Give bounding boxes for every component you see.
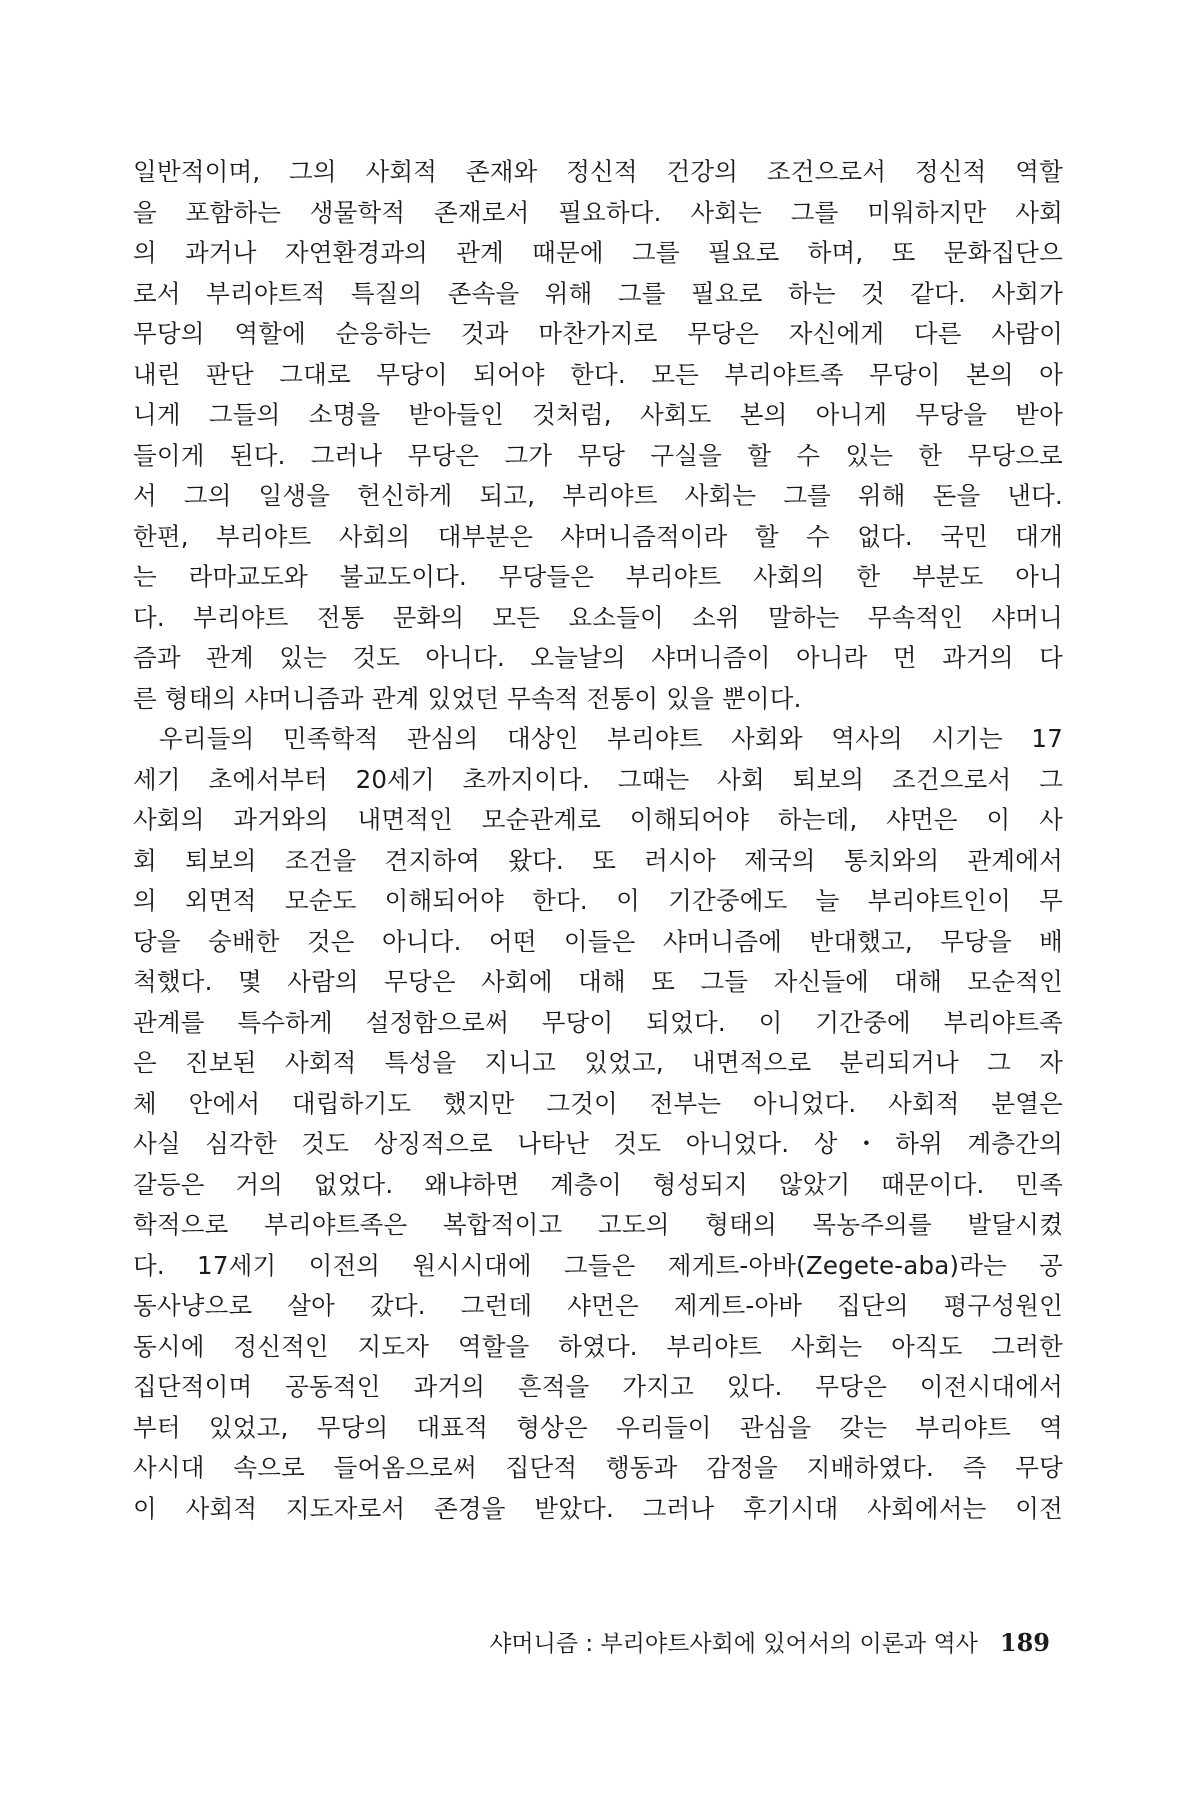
text-line: 른 형태의 샤머니즘과 관계 있었던 무속적 전통이 있을 뿐이다. [133, 683, 802, 713]
text-line: 집단적이며 공동적인 과거의 흔적을 가지고 있다. 무당은 이전시대에서 [133, 1372, 1063, 1401]
text-line: 사실 심각한 것도 상징적으로 나타난 것도 아니었다. 상・하위 계층간의 [133, 1129, 1063, 1158]
text-line: 을 포함하는 생물학적 존재로서 필요하다. 사회는 그를 미워하지만 사회 [133, 197, 1063, 227]
text-line: 다. 17세기 이전의 원시시대에 그들은 제게트-아바(Zegete-aba)라는 공 [133, 1250, 1063, 1280]
text-line: 갈등은 거의 없었다. 왜냐하면 계층이 형성되지 않았기 때문이다. 민족 [133, 1169, 1063, 1199]
text-line: 사시대 속으로 들어옴으로써 집단적 행동과 감정을 지배하였다. 즉 무당 [133, 1453, 1063, 1482]
page-footer [489, 1623, 1050, 1663]
text-line: 사회의 과거와의 내면적인 모순관계로 이해되어야 하는데, 샤먼은 이 사 [133, 805, 1063, 834]
text-line: 내린 판단 그대로 무당이 되어야 한다. 모든 부리야트족 무당이 본의 아 [133, 359, 1063, 389]
text-line: 관계를 특수하게 설정함으로써 무당이 되었다. 이 기간중에 부리야트족 [133, 1007, 1063, 1037]
text-line: 로서 부리야트적 특질의 존속을 위해 그를 필요로 하는 것 같다. 사회가 [133, 278, 1063, 308]
text-line: 한편, 부리야트 사회의 대부분은 샤머니즘적이라 할 수 없다. 국민 대개 [133, 521, 1063, 551]
text-line: 당을 숭배한 것은 아니다. 어떤 이들은 샤머니즘에 반대했고, 무당을 배 [133, 926, 1063, 956]
running-title: 샤머니즘 : 부리야트사회에 있어서의 이론과 역사 [489, 1631, 978, 1657]
text-line: 세기 초에서부터 20세기 초까지이다. 그때는 사회 퇴보의 조건으로서 그 [133, 764, 1063, 794]
text-line: 이 사회적 지도자로서 존경을 받았다. 그러나 후기시대 사회에서는 이전 [133, 1493, 1063, 1523]
text-line: 서 그의 일생을 헌신하게 되고, 부리야트 사회는 그를 위해 돈을 낸다. [133, 481, 1063, 510]
text-line: 체 안에서 대립하기도 했지만 그것이 전부는 아니었다. 사회적 분열은 [133, 1088, 1063, 1118]
text-line: 학적으로 부리야트족은 복합적이고 고도의 형태의 목농주의를 발달시켰 [133, 1210, 1063, 1239]
text-line: 다. 부리야트 전통 문화의 모든 요소들이 소위 말하는 무속적인 샤머니 [133, 602, 1063, 632]
text-line: 의 외면적 모순도 이해되어야 한다. 이 기간중에도 늘 부리야트인이 무 [133, 886, 1063, 915]
text-line: 동시에 정신적인 지도자 역할을 하였다. 부리야트 사회는 아직도 그러한 [133, 1331, 1063, 1361]
text-line: 동사냥으로 살아 갔다. 그런데 샤먼은 제게트-아바 집단의 평구성원인 [133, 1291, 1063, 1320]
page-number: 189 [999, 1628, 1050, 1657]
text-line: 는 라마교도와 불교도이다. 무당들은 부리야트 사회의 한 부분도 아니 [133, 562, 1063, 591]
text-line: 척했다. 몇 사람의 무당은 사회에 대해 또 그들 자신들에 대해 모순적인 [133, 967, 1063, 996]
paragraph [133, 719, 1063, 1529]
body-text [133, 152, 1063, 1529]
text-line: 일반적이며, 그의 사회적 존재와 정신적 건강의 조건으로서 정신적 역할 [133, 157, 1063, 186]
text-line: 들이게 된다. 그러나 무당은 그가 무당 구실을 할 수 있는 한 무당으로 [133, 440, 1063, 470]
text-line: 우리들의 민족학적 관심의 대상인 부리야트 사회와 역사의 시기는 17 [159, 724, 1063, 753]
text-line: 니게 그들의 소명을 받아들인 것처럼, 사회도 본의 아니게 무당을 받아 [133, 400, 1063, 429]
text-line: 부터 있었고, 무당의 대표적 형상은 우리들이 관심을 갖는 부리야트 역 [133, 1412, 1063, 1442]
paragraph [133, 152, 1063, 719]
text-line: 은 진보된 사회적 특성을 지니고 있었고, 내면적으로 분리되거나 그 자 [133, 1048, 1063, 1077]
text-line: 의 과거나 자연환경과의 관계 때문에 그를 필요로 하며, 또 문화집단으 [133, 238, 1063, 267]
text-line: 즘과 관계 있는 것도 아니다. 오늘날의 샤머니즘이 아니라 먼 과거의 다 [133, 643, 1063, 672]
text-line: 회 퇴보의 조건을 견지하여 왔다. 또 러시아 제국의 통치와의 관계에서 [133, 845, 1063, 875]
text-line: 무당의 역할에 순응하는 것과 마찬가지로 무당은 자신에게 다른 사람이 [133, 319, 1063, 348]
